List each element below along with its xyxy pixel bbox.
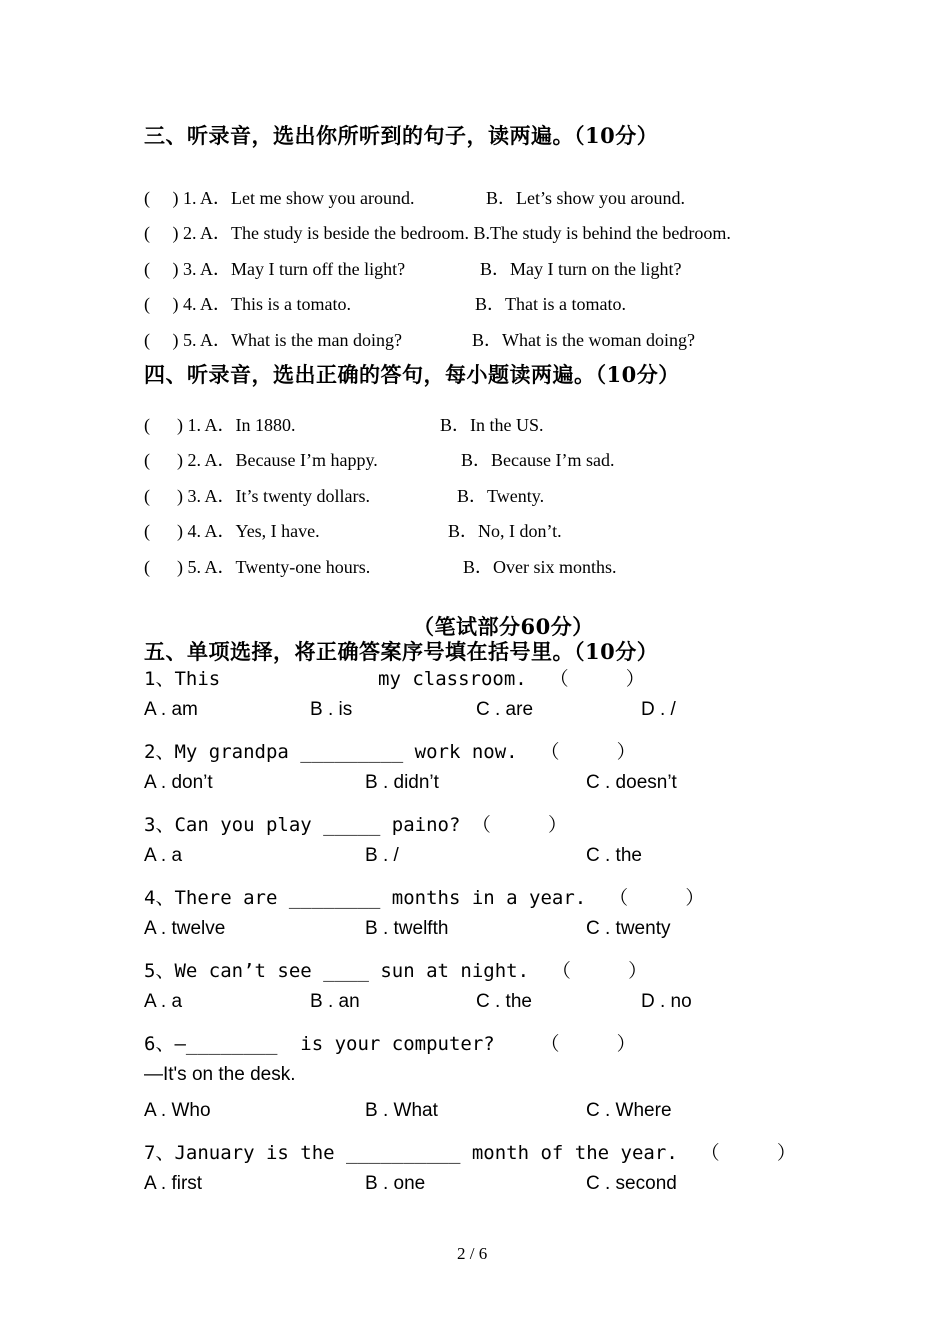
q5-option-d: D . no (641, 991, 692, 1012)
s3-item-2: ( ) 2. A．The study is beside the bedroom. B.The study is behind the bedroom. (144, 223, 731, 243)
q1-stem-end: my classroom. （ ） (378, 668, 645, 690)
s4-item-2: ( ) 2. A．Because I’m happy. (144, 450, 378, 470)
s3-item-4-b: B．That is a tomato. (475, 294, 626, 314)
q4-option-a: A . twelve (144, 918, 226, 939)
q3-stem: 3、Can you play _____ paino? （ ） (144, 814, 568, 836)
q2-option-a: A . don’t (144, 772, 213, 793)
page-number: 2 / 6 (457, 1244, 488, 1263)
q3-option-a: A . a (144, 845, 183, 866)
s3-item-4: ( ) 4. A．This is a tomato. (144, 294, 351, 314)
s3-item-5: ( ) 5. A．What is the man doing? (144, 330, 402, 350)
s3-item-5-b: B．What is the woman doing? (472, 330, 695, 350)
q4-option-b: B . twelfth (365, 918, 449, 939)
q7-option-b: B . one (365, 1173, 426, 1194)
q1-option-b: B . is (310, 699, 353, 720)
s4-item-1-b: B．In the US. (440, 415, 544, 435)
s4-item-3-b: B．Twenty. (457, 486, 545, 506)
q3-option-c: C . the (586, 845, 642, 866)
s4-item-2-b: B．Because I’m sad. (461, 450, 615, 470)
q5-option-c: C . the (476, 991, 532, 1012)
s3-item-1-b: B．Let’s show you around. (486, 188, 685, 208)
section3-heading: 三、听录音，选出你所听到的句子，读两遍。（10分） (144, 123, 659, 148)
s3-item-3: ( ) 3. A．May I turn off the light? (144, 259, 406, 279)
q6-answer-line: —It's on the desk. (144, 1064, 296, 1085)
q4-option-c: C . twenty (586, 918, 671, 939)
q1-option-a: A . am (144, 699, 198, 720)
q7-stem: 7、January is the __________ month of the year. （ ） (144, 1142, 796, 1164)
q5-option-a: A . a (144, 991, 183, 1012)
q4-stem: 4、There are ________ months in a year. （ ） (144, 887, 705, 909)
q5-option-b: B . an (310, 991, 360, 1012)
section4-heading: 四、听录音，选出正确的答句，每小题读两遍。（10分） (144, 362, 680, 387)
q7-option-a: A . first (144, 1173, 203, 1194)
written-part-title: （笔试部分60分） (413, 614, 594, 639)
section5-heading: 五、单项选择，将正确答案序号填在括号里。（10分） (144, 639, 659, 664)
q6-stem: 6、—________ is your computer? （ ） (144, 1033, 636, 1055)
s4-item-5-b: B．Over six months. (463, 557, 617, 577)
s4-item-5: ( ) 5. A．Twenty-one hours. (144, 557, 371, 577)
q2-stem: 2、My grandpa _________ work now. （ ） (144, 741, 636, 763)
q3-option-b: B . / (365, 845, 399, 866)
s4-item-4-b: B．No, I don’t. (448, 521, 562, 541)
q7-option-c: C . second (586, 1173, 677, 1194)
q1-option-c: C . are (476, 699, 534, 720)
q1-option-d: D . / (641, 699, 676, 720)
q6-option-a: A . Who (144, 1100, 211, 1121)
s4-item-3: ( ) 3. A．It’s twenty dollars. (144, 486, 370, 506)
s3-item-3-b: B．May I turn on the light? (480, 259, 682, 279)
q6-option-b: B . What (365, 1100, 438, 1121)
s4-item-1: ( ) 1. A．In 1880. (144, 415, 296, 435)
s4-item-4: ( ) 4. A．Yes, I have. (144, 521, 320, 541)
q5-stem: 5、We can’t see ____ sun at night. （ ） (144, 960, 648, 982)
q6-option-c: C . Where (586, 1100, 672, 1121)
q1-stem-start: 1、This (144, 668, 221, 690)
q2-option-b: B . didn’t (365, 772, 439, 793)
s3-item-1: ( ) 1. A．Let me show you around. (144, 188, 415, 208)
q2-option-c: C . doesn’t (586, 772, 677, 793)
